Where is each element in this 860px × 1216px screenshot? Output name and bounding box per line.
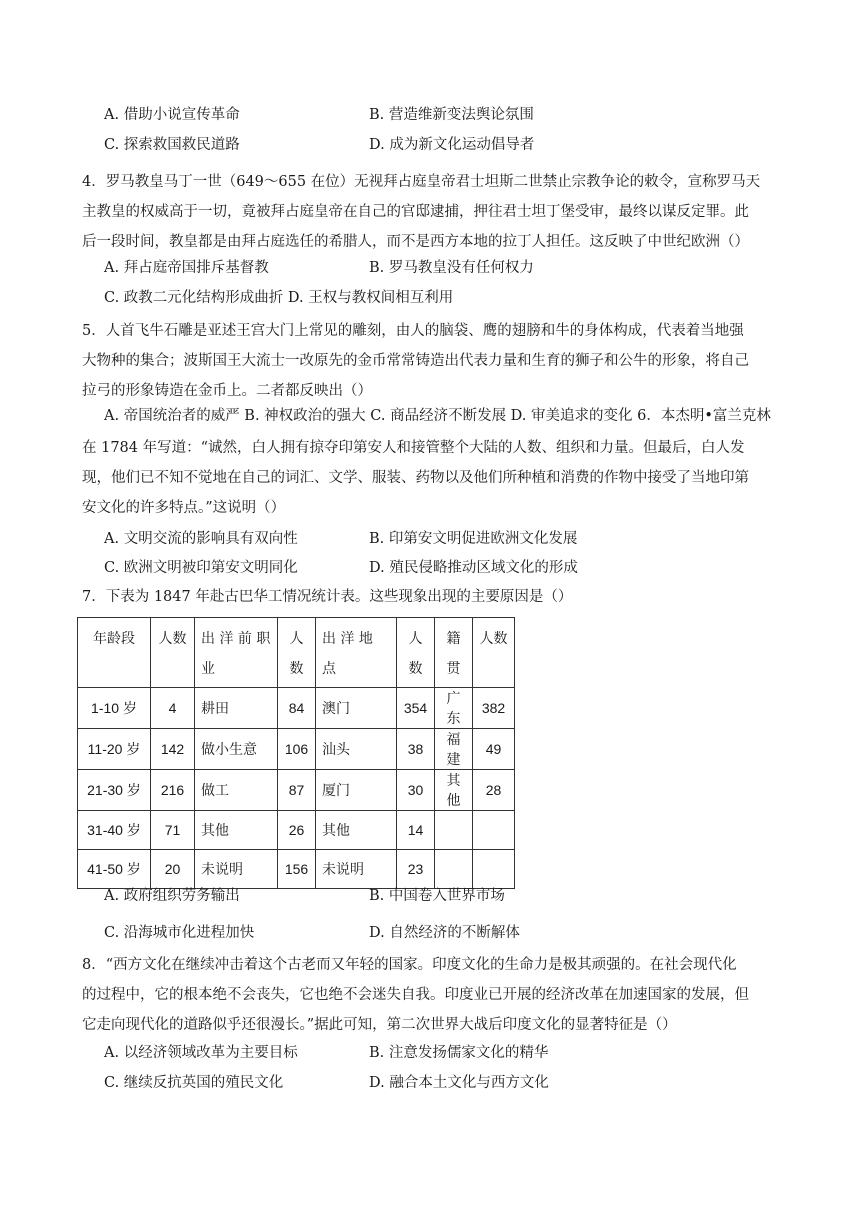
table-cell: 354 <box>397 688 435 729</box>
table-cell: 84 <box>278 688 316 729</box>
q7-stem: 7．下表为 1847 年赴古巴华工情况统计表。这些现象出现的主要原因是（） <box>82 589 573 605</box>
table-cell: 耕田 <box>195 688 278 729</box>
q6-stem <box>82 433 786 523</box>
q8-option-b: B. 注意发扬儒家文化的精华 <box>369 1045 549 1061</box>
table-row <box>78 770 515 811</box>
table-cell: 其他 <box>435 770 473 811</box>
table-cell: 做工 <box>195 770 278 811</box>
q8-option-a: A. 以经济领域改革为主要目标 <box>104 1045 298 1061</box>
header-count: 人数 <box>397 618 435 688</box>
table-cell: 87 <box>278 770 316 811</box>
table-cell: 14 <box>397 811 435 850</box>
header-origin: 籍贯 <box>435 618 473 688</box>
q4-option-b: B. 罗马教皇没有任何权力 <box>369 260 534 276</box>
table-cell: 216 <box>151 770 195 811</box>
q4-line-2: 主教皇的权威高于一切，竟被拜占庭皇帝在自己的官邸逮捕，押往君士坦丁堡受审，最终以谋反定罪。此 <box>82 204 749 220</box>
table-cell: 142 <box>151 729 195 770</box>
q7-option-b: B. 中国卷入世界市场 <box>369 888 505 904</box>
table-cell: 未说明 <box>316 850 397 889</box>
table-cell: 31-40 岁 <box>78 811 151 850</box>
table-cell: 71 <box>151 811 195 850</box>
table-cell: 未说明 <box>195 850 278 889</box>
q7-option-c: C. 沿海城市化进程加快 <box>104 925 255 941</box>
q8-line-3: 它走向现代化的道路似乎还很漫长。”据此可知，第二次世界大战后印度文化的显著特征是（） <box>82 1017 677 1033</box>
table-cell: 106 <box>278 729 316 770</box>
q4-option-a: A. 拜占庭帝国排斥基督教 <box>104 260 269 276</box>
table-cell <box>435 811 473 850</box>
q5-line-2: 大物种的集合；波斯国王大流士一改原先的金币常常铸造出代表力量和生育的狮子和公牛的形象，将自己 <box>82 353 749 369</box>
q8-line-2: 的过程中，它的根本绝不会丧失，它也绝不会迷失自我。印度业已开展的经济改革在加速国家的发展，但 <box>82 987 749 1003</box>
q7-option-a: A. 政府组织劳务输出 <box>104 888 240 904</box>
table-cell <box>435 850 473 889</box>
table-row <box>78 811 515 850</box>
header-count: 人数 <box>473 618 515 688</box>
table-row <box>78 688 515 729</box>
table-cell: 4 <box>151 688 195 729</box>
q6-line-2: 现，他们已不知不觉地在自己的词汇、文学、服装、药物以及他们所种植和消费的作物中接受了当地印第 <box>82 470 749 486</box>
header-count: 人数 <box>151 618 195 688</box>
q8-line-1: 8．“西方文化在继续冲击着这个古老而又年轻的国家。印度文化的生命力是极其顽强的。在社会现代化 <box>82 957 737 973</box>
table-cell: 1-10 岁 <box>78 688 151 729</box>
table-cell: 做小生意 <box>195 729 278 770</box>
table-cell: 其他 <box>316 811 397 850</box>
table-cell: 20 <box>151 850 195 889</box>
table-cell: 11-20 岁 <box>78 729 151 770</box>
table-cell: 汕头 <box>316 729 397 770</box>
q7-stats-table <box>77 617 515 889</box>
q5-line-3: 拉弓的形象铸造在金币上。二者都反映出（） <box>82 383 372 399</box>
q6-option-c: C. 欧洲文明被印第安文明同化 <box>104 560 298 576</box>
table-cell: 21-30 岁 <box>78 770 151 811</box>
table-row <box>78 729 515 770</box>
table-cell: 28 <box>473 770 515 811</box>
table-cell: 30 <box>397 770 435 811</box>
q6-option-b: B. 印第安文明促进欧洲文化发展 <box>369 531 578 547</box>
table-cell: 41-50 岁 <box>78 850 151 889</box>
header-age: 年龄段 <box>78 618 151 688</box>
table-cell: 26 <box>278 811 316 850</box>
table-cell <box>473 850 515 889</box>
q4-line-1: 4．罗马教皇马丁一世（649～655 在位）无视拜占庭皇帝君士坦斯二世禁止宗教争论的敕令，宣称罗马天 <box>82 174 761 190</box>
table-header-row <box>78 618 515 688</box>
q8-option-c: C. 继续反抗英国的殖民文化 <box>104 1075 284 1091</box>
q6-line-3: 安文化的许多特点。”这说明（） <box>82 500 286 516</box>
table-cell: 49 <box>473 729 515 770</box>
table-cell: 23 <box>397 850 435 889</box>
q8-stem <box>82 950 786 1040</box>
q3-option-b: B. 营造维新变法舆论氛围 <box>369 107 534 123</box>
table-cell: 厦门 <box>316 770 397 811</box>
table-row <box>78 850 515 889</box>
table-cell: 156 <box>278 850 316 889</box>
q4-line-3: 后一段时间，教皇都是由拜占庭选任的希腊人，而不是西方本地的拉丁人担任。这反映了中世纪欧洲（） <box>82 234 749 250</box>
table-cell: 广东 <box>435 688 473 729</box>
q5-stem <box>82 316 786 406</box>
q3-option-c: C. 探索救国救民道路 <box>104 137 240 153</box>
q8-option-d: D. 融合本土文化与西方文化 <box>369 1075 549 1091</box>
q5-options: A. 帝国统治者的威严 B. 神权政治的强大 C. 商品经济不断发展 D. 审美追求的变化 6．本杰明•富兰克林 <box>104 408 771 424</box>
q6-option-a: A. 文明交流的影响具有双向性 <box>104 531 298 547</box>
table-cell: 福建 <box>435 729 473 770</box>
header-count: 人数 <box>278 618 316 688</box>
q5-line-1: 5．人首飞牛石雕是亚述王宫大门上常见的雕刻，由人的脑袋、鹰的翅膀和牛的身体构成，代表着当地强 <box>82 323 744 339</box>
table-cell: 澳门 <box>316 688 397 729</box>
table-cell: 382 <box>473 688 515 729</box>
q4-option-cd: C. 政教二元化结构形成曲折 D. 王权与教权间相互利用 <box>104 290 454 306</box>
q7-option-d: D. 自然经济的不断解体 <box>369 925 520 941</box>
q4-stem <box>82 167 786 257</box>
q3-option-a: A. 借助小说宣传革命 <box>104 107 240 123</box>
q3-option-d: D. 成为新文化运动倡导者 <box>369 137 535 153</box>
table-cell: 38 <box>397 729 435 770</box>
q6-line-1: 在 1784 年写道：“诚然，白人拥有掠夺印第安人和接管整个大陆的人数、组织和力量。但最后，白人发 <box>82 440 745 456</box>
table-cell <box>473 811 515 850</box>
q6-option-d: D. 殖民侵略推动区域文化的形成 <box>369 560 578 576</box>
header-occupation: 出 洋 前 职 业 <box>195 618 278 688</box>
table-cell: 其他 <box>195 811 278 850</box>
header-departure: 出 洋 地 点 <box>316 618 397 688</box>
